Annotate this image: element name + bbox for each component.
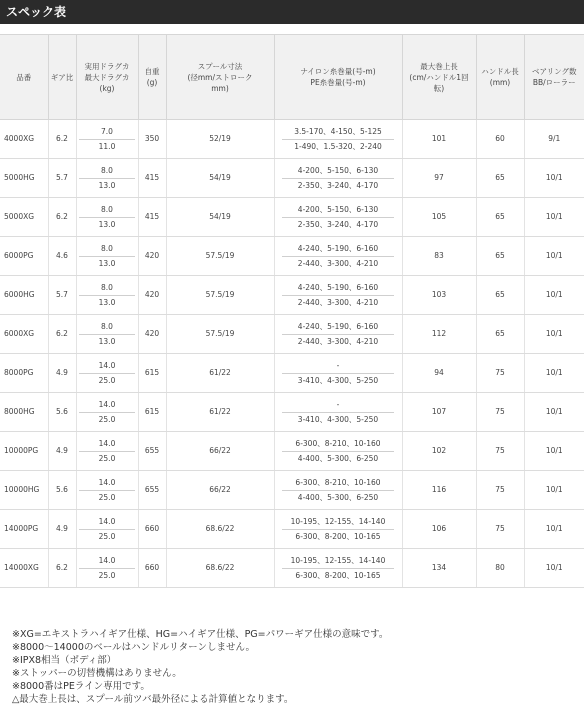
header-retrieve: 最大巻上長 (cm/ハンドル1回 転) [402,35,476,120]
drag-cell [76,198,138,237]
drag-max: 13.0 [98,297,116,307]
bearing-cell: 10/1 [524,471,584,510]
model-cell: 14000XG [0,549,48,588]
pe-capacity: 2-440、3-300、4-210 [282,256,394,270]
retrieve-cell: 83 [402,237,476,276]
bearing-cell: 10/1 [524,393,584,432]
header-bearing: ベアリング数 BB/ローラー [524,35,584,120]
nylon-capacity: 10-195、12-155、14-140 [290,555,386,565]
gear-ratio-cell: 6.2 [48,549,76,588]
handle-cell: 75 [476,471,524,510]
retrieve-cell: 101 [402,120,476,159]
drag-cell [76,549,138,588]
drag-cell [76,354,138,393]
handle-cell: 65 [476,276,524,315]
header-line: ナイロン糸巻量(号-m) PE糸巻量(号-m) [274,35,402,120]
drag-cell [76,315,138,354]
spool-cell: 54/19 [166,159,274,198]
handle-cell: 75 [476,393,524,432]
drag-practical: 7.0 [79,126,135,140]
drag-practical: 8.0 [79,282,135,296]
header-spool: スプール寸法 (径mm/ストローク mm) [166,35,274,120]
pe-capacity: 2-440、3-300、4-210 [282,334,394,348]
handle-cell: 75 [476,432,524,471]
handle-cell: 65 [476,315,524,354]
header-model: 品番 [0,35,48,120]
model-cell: 6000XG [0,315,48,354]
handle-cell: 60 [476,120,524,159]
retrieve-cell: 105 [402,198,476,237]
retrieve-cell: 134 [402,549,476,588]
model-cell: 6000HG [0,276,48,315]
bearing-cell: 10/1 [524,354,584,393]
drag-practical: 8.0 [79,243,135,257]
nylon-capacity: 4-200、5-150、6-130 [297,204,379,214]
drag-cell [76,237,138,276]
pe-capacity: 3-410、4-300、5-250 [282,373,394,387]
model-cell: 5000XG [0,198,48,237]
drag-cell [76,510,138,549]
drag-max: 25.0 [98,492,116,502]
pe-capacity: 4-400、5-300、6-250 [282,490,394,504]
weight-cell: 615 [138,354,166,393]
handle-cell: 65 [476,237,524,276]
line-capacity-cell [274,237,402,276]
weight-cell: 655 [138,432,166,471]
line-capacity-cell [274,393,402,432]
handle-cell: 75 [476,354,524,393]
weight-cell: 350 [138,120,166,159]
bearing-cell: 10/1 [524,510,584,549]
note-line: ※ストッパーの切替機構はありません。 [12,668,182,679]
drag-cell [76,276,138,315]
bearing-cell: 10/1 [524,315,584,354]
spool-cell: 57.5/19 [166,315,274,354]
note-line: △最大巻上長は、スプール前ツバ最外径による計算値となります。 [12,694,294,705]
drag-practical: 14.0 [79,516,135,530]
drag-cell [76,159,138,198]
note-line: ※8000番はPEライン専用です。 [12,681,150,692]
gear-ratio-cell: 5.7 [48,159,76,198]
gear-ratio-cell: 4.9 [48,354,76,393]
spool-cell: 68.6/22 [166,549,274,588]
nylon-capacity: 4-200、5-150、6-130 [297,165,379,175]
gear-ratio-cell: 6.2 [48,120,76,159]
spool-cell: 57.5/19 [166,276,274,315]
model-cell: 5000HG [0,159,48,198]
retrieve-cell: 103 [402,276,476,315]
model-cell: 10000HG [0,471,48,510]
line-capacity-cell [274,549,402,588]
handle-cell: 65 [476,159,524,198]
retrieve-cell: 94 [402,354,476,393]
pe-capacity: 2-350、3-240、4-170 [282,217,394,231]
line-capacity-cell [274,510,402,549]
line-capacity-cell [274,198,402,237]
nylon-capacity: 4-240、5-190、6-160 [297,282,379,292]
weight-cell: 420 [138,276,166,315]
weight-cell: 420 [138,237,166,276]
drag-practical: 14.0 [79,555,135,569]
pe-capacity: 3-410、4-300、5-250 [282,412,394,426]
nylon-capacity: - [336,399,340,409]
table-row [0,159,584,198]
retrieve-cell: 112 [402,315,476,354]
bearing-cell: 10/1 [524,549,584,588]
pe-capacity: 2-350、3-240、4-170 [282,178,394,192]
weight-cell: 655 [138,471,166,510]
drag-max: 25.0 [98,414,116,424]
table-row [0,432,584,471]
nylon-capacity: 6-300、8-210、10-160 [295,438,381,448]
table-row [0,315,584,354]
model-cell: 4000XG [0,120,48,159]
handle-cell: 75 [476,510,524,549]
weight-cell: 415 [138,198,166,237]
drag-practical: 8.0 [79,204,135,218]
header-gear: ギア比 [48,35,76,120]
header-weight: 自重 (g) [138,35,166,120]
drag-practical: 8.0 [79,321,135,335]
table-row [0,354,584,393]
weight-cell: 660 [138,549,166,588]
spec-table [0,34,584,588]
drag-practical: 14.0 [79,399,135,413]
spool-cell: 68.6/22 [166,510,274,549]
drag-practical: 14.0 [79,360,135,374]
model-cell: 14000PG [0,510,48,549]
drag-max: 25.0 [98,531,116,541]
model-cell: 10000PG [0,432,48,471]
line-capacity-cell [274,315,402,354]
retrieve-cell: 116 [402,471,476,510]
retrieve-cell: 102 [402,432,476,471]
table-row [0,549,584,588]
gear-ratio-cell: 6.2 [48,198,76,237]
weight-cell: 660 [138,510,166,549]
bearing-cell: 10/1 [524,237,584,276]
model-cell: 6000PG [0,237,48,276]
gear-ratio-cell: 4.9 [48,510,76,549]
drag-practical: 8.0 [79,165,135,179]
drag-cell [76,393,138,432]
header-drag: 実用ドラグカ 最大ドラグカ (kg) [76,35,138,120]
table-row [0,276,584,315]
drag-max: 13.0 [98,258,116,268]
weight-cell: 415 [138,159,166,198]
spool-cell: 61/22 [166,393,274,432]
notes-section [12,628,582,706]
gear-ratio-cell: 6.2 [48,315,76,354]
header-handle: ハンドル長 (mm) [476,35,524,120]
nylon-capacity: - [336,360,340,370]
nylon-capacity: 4-240、5-190、6-160 [297,243,379,253]
bearing-cell: 10/1 [524,159,584,198]
drag-max: 13.0 [98,336,116,346]
spool-cell: 66/22 [166,471,274,510]
table-row [0,510,584,549]
drag-practical: 14.0 [79,477,135,491]
spool-cell: 54/19 [166,198,274,237]
bearing-cell: 10/1 [524,432,584,471]
spool-cell: 66/22 [166,432,274,471]
line-capacity-cell [274,159,402,198]
table-row [0,237,584,276]
handle-cell: 65 [476,198,524,237]
note-line: ※8000～14000のベールはハンドルリターンしません。 [12,642,256,653]
drag-max: 11.0 [98,141,116,151]
model-cell: 8000HG [0,393,48,432]
retrieve-cell: 106 [402,510,476,549]
drag-max: 13.0 [98,219,116,229]
drag-cell [76,432,138,471]
gear-ratio-cell: 4.6 [48,237,76,276]
line-capacity-cell [274,354,402,393]
pe-capacity: 2-440、3-300、4-210 [282,295,394,309]
nylon-capacity: 3.5-170、4-150、5-125 [294,126,382,136]
nylon-capacity: 6-300、8-210、10-160 [295,477,381,487]
line-capacity-cell [274,432,402,471]
weight-cell: 615 [138,393,166,432]
spool-cell: 52/19 [166,120,274,159]
drag-max: 25.0 [98,570,116,580]
retrieve-cell: 97 [402,159,476,198]
drag-cell [76,471,138,510]
drag-practical: 14.0 [79,438,135,452]
bearing-cell: 10/1 [524,198,584,237]
spool-cell: 57.5/19 [166,237,274,276]
spool-cell: 61/22 [166,354,274,393]
nylon-capacity: 4-240、5-190、6-160 [297,321,379,331]
weight-cell: 420 [138,315,166,354]
drag-max: 13.0 [98,180,116,190]
table-row [0,198,584,237]
spec-table-title: スペック表 [0,0,584,24]
drag-cell [76,120,138,159]
line-capacity-cell [274,471,402,510]
pe-capacity: 6-300、8-200、10-165 [282,529,394,543]
note-line: ※IPX8相当（ボディ部） [12,655,117,666]
bearing-cell: 9/1 [524,120,584,159]
gear-ratio-cell: 4.9 [48,432,76,471]
nylon-capacity: 10-195、12-155、14-140 [290,516,386,526]
line-capacity-cell [274,276,402,315]
gear-ratio-cell: 5.6 [48,471,76,510]
drag-max: 25.0 [98,375,116,385]
drag-max: 25.0 [98,453,116,463]
gear-ratio-cell: 5.7 [48,276,76,315]
bearing-cell: 10/1 [524,276,584,315]
note-line: ※XG=エキストラハイギア仕様、HG=ハイギア仕様、PG=パワーギア仕様の意味です。 [12,629,389,640]
line-capacity-cell [274,120,402,159]
retrieve-cell: 107 [402,393,476,432]
pe-capacity: 6-300、8-200、10-165 [282,568,394,582]
model-cell: 8000PG [0,354,48,393]
table-row [0,120,584,159]
pe-capacity: 4-400、5-300、6-250 [282,451,394,465]
table-row [0,393,584,432]
pe-capacity: 1-490、1.5-320、2-240 [282,139,394,153]
handle-cell: 80 [476,549,524,588]
table-row [0,471,584,510]
header-row [0,35,584,120]
gear-ratio-cell: 5.6 [48,393,76,432]
